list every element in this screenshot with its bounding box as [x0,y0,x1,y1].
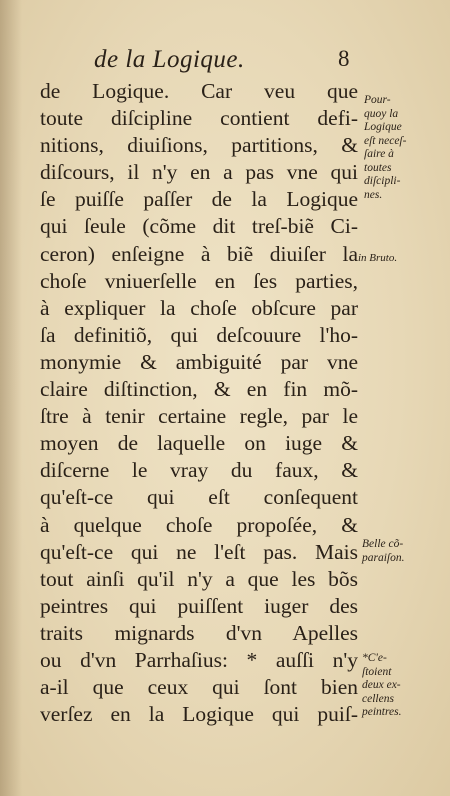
text-line: moyen de laquelle on iuge & [40,431,358,456]
marginal-note-line: cellens [362,692,394,705]
marginal-note-line: toutes [364,161,392,174]
text-line: à expliquer la choſe obſcure par [40,295,358,320]
marginal-note-line: Pour- [364,94,391,106]
marginal-note-line: Belle cõ- [362,538,404,550]
marginal-note-line: ſaire à [364,148,394,160]
text-line: ou d'vn Parrhaſius: * auſſi n'y [40,647,358,672]
marginal-note-line: quoy la [364,107,399,120]
marginal-note-comparison [362,538,405,565]
running-head: de la Logique. [94,46,245,73]
text-line: ſa definitiõ, qui deſcouure l'ho- [40,322,358,347]
page-number: 8 [338,46,350,71]
text-line: a-il que ceux qui ſont bien [40,675,358,700]
text-line: à quelque choſe propoſée, & [40,512,358,537]
marginal-note-why-logic-necessary [364,94,406,202]
text-line: claire diſtinction, & en fin mõ- [40,377,358,402]
text-line: qu'eſt-ce qui eſt conſequent [40,485,358,510]
text-line: qui ſeule (cõme dit treſ-biẽ Ci- [40,214,358,239]
text-line: choſe vniuerſelle en ſes parties, [40,268,358,293]
marginal-note-painters [362,652,402,720]
text-line: ſtre à tenir certaine regle, par le [40,404,358,429]
marginal-note-line: in Bruto. [358,252,398,264]
text-line: diſcerne le vray du faux, & [40,458,358,483]
text-line: de Logique. Car veu que [40,79,358,103]
marginal-note-line: paraiſon. [362,551,405,564]
text-line: qu'eſt-ce qui ne l'eſt pas. Mais [40,539,358,564]
marginal-note-line: Logique [364,121,402,133]
marginal-note-line: deux ex- [362,679,401,691]
marginal-note-line: nes. [364,188,383,201]
text-line: verſez en la Logique qui puiſ- [40,702,358,727]
body-text [40,78,358,728]
text-line: nitions, diuiſions, partitions, & [40,133,358,158]
text-line: peintres qui puiſſent iuger des [40,593,358,618]
text-line: ceron) enſeigne à biẽ diuiſer la [40,241,358,266]
text-line: tout ainſi qu'il n'y a que les bõs [40,566,358,591]
marginal-note-line: eſt neceſ- [364,134,407,147]
marginal-note-line: *C'e- [362,652,387,664]
text-line: monymie & ambiguité par vne [40,349,358,374]
marginal-note-citation [358,252,397,266]
spine-shadow [0,0,22,796]
marginal-note-line: diſcipli- [364,175,401,187]
text-line: ſe puiſſe paſſer de la Logique [40,187,358,212]
marginal-note-line: peintres. [362,706,402,718]
text-line: toute diſcipline contient defi- [40,106,358,131]
text-line: diſcours, il n'y en a pas vne qui [40,160,358,185]
text-line: traits mignards d'vn Apelles [40,620,358,645]
marginal-note-line: ſtoient [362,665,392,678]
